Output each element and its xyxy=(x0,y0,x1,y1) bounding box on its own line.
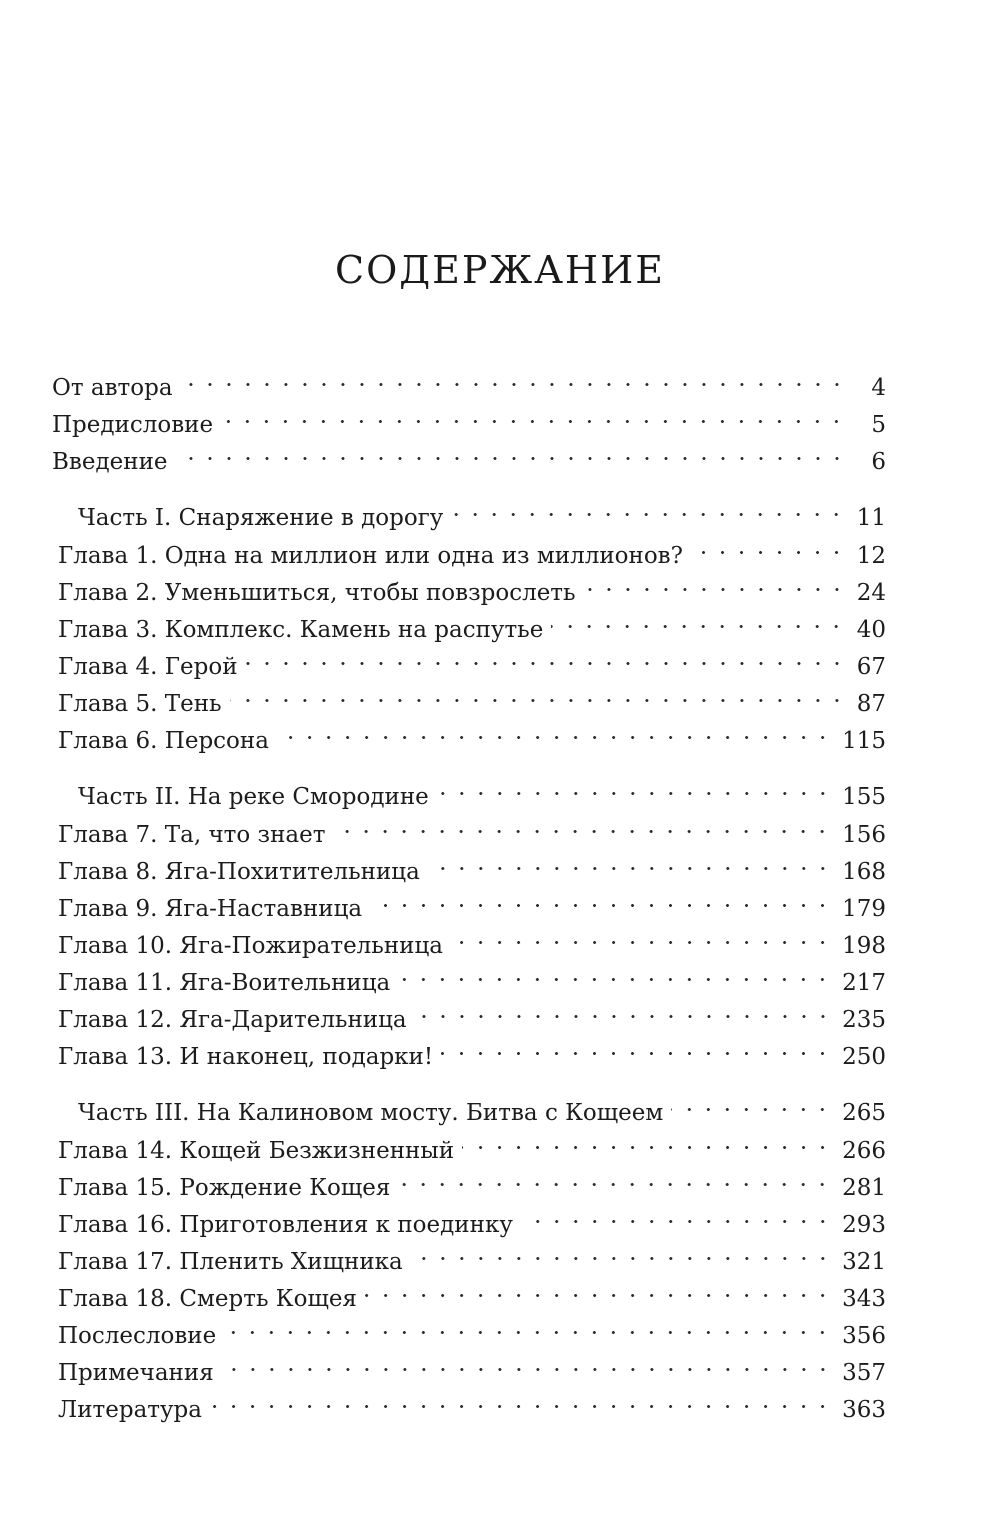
dot-leader xyxy=(176,432,846,469)
dot-leader xyxy=(521,1195,832,1232)
toc-chapter-page: 293 xyxy=(842,1212,886,1238)
dot-leader xyxy=(415,990,832,1027)
page-title: СОДЕРЖАНИЕ xyxy=(335,248,665,292)
toc-chapter-page: 156 xyxy=(842,822,886,848)
toc-entry-page: 363 xyxy=(842,1397,886,1423)
toc-chapter-label: Глава 10. Яга-Пожирательница xyxy=(58,933,443,959)
toc-chapter-page: 40 xyxy=(856,617,886,643)
toc-part-label: Часть III. На Калиновом мосту. Битва с Кощеем xyxy=(78,1100,664,1126)
dot-leader xyxy=(411,1232,832,1269)
dot-leader xyxy=(462,1121,832,1158)
dot-leader xyxy=(691,526,846,563)
toc-entry-page: 6 xyxy=(871,449,886,475)
toc-chapter-label: Глава 6. Персона xyxy=(58,728,269,754)
dot-leader xyxy=(370,879,832,916)
toc-entry-label: Предисловие xyxy=(52,412,214,438)
toc-chapter-label: Глава 1. Одна на миллион или одна из миллионов? xyxy=(58,543,683,569)
dot-leader xyxy=(441,1027,832,1064)
dot-leader xyxy=(584,563,846,600)
toc-entry-label: Послесловие xyxy=(58,1323,217,1349)
dot-leader xyxy=(222,1343,832,1380)
toc-entry-page: 356 xyxy=(842,1323,886,1349)
toc-chapter-label: Глава 5. Тень xyxy=(58,691,222,717)
toc-part-label: Часть I. Снаряжение в дорогу xyxy=(78,505,444,531)
dot-leader xyxy=(365,1269,832,1306)
toc-chapter-label: Глава 9. Яга-Наставница xyxy=(58,896,363,922)
toc-chapter-page: 250 xyxy=(842,1044,886,1070)
toc-entry-page: 4 xyxy=(871,375,886,401)
toc-part-page: 11 xyxy=(856,505,886,531)
toc-entry-from-author[interactable] xyxy=(52,358,886,401)
toc-part-3[interactable] xyxy=(52,1083,886,1126)
dot-leader xyxy=(451,916,832,953)
toc-chapter-page: 87 xyxy=(856,691,886,717)
toc-chapter-label: Глава 13. И наконец, подарки! xyxy=(58,1044,434,1070)
toc-chapter-label: Глава 18. Смерть Кощея xyxy=(58,1286,357,1312)
toc-chapter-page: 67 xyxy=(856,654,886,680)
toc-entry-page: 5 xyxy=(871,412,886,438)
dot-leader xyxy=(230,674,846,711)
toc-chapter-label: Глава 15. Рождение Кощея xyxy=(58,1175,391,1201)
toc-chapter-page: 235 xyxy=(842,1007,886,1033)
dot-leader xyxy=(277,711,832,748)
dot-leader xyxy=(221,395,846,432)
dot-leader xyxy=(333,805,832,842)
toc-chapter-page: 179 xyxy=(842,896,886,922)
toc-chapter-label: Глава 12. Яга-Дарительница xyxy=(58,1007,407,1033)
table-of-contents xyxy=(52,358,886,1423)
toc-chapter-page: 24 xyxy=(856,580,886,606)
toc-chapter-label: Глава 7. Та, что знает xyxy=(58,822,326,848)
toc-chapter-page: 168 xyxy=(842,859,886,885)
dot-leader xyxy=(437,767,832,804)
dot-leader xyxy=(224,1306,832,1343)
toc-chapter-page: 198 xyxy=(842,933,886,959)
toc-chapter-page: 343 xyxy=(842,1286,886,1312)
toc-chapter-label: Глава 14. Кощей Безжизненный xyxy=(58,1138,455,1164)
dot-leader xyxy=(398,1158,832,1195)
toc-entry-label: От автора xyxy=(52,375,173,401)
toc-chapter-label: Глава 3. Комплекс. Камень на распутье xyxy=(58,617,544,643)
toc-entry-foreword[interactable] xyxy=(52,395,886,438)
toc-chapter-label: Глава 4. Герой xyxy=(58,654,238,680)
toc-entry-label: Введение xyxy=(52,449,168,475)
toc-chapter-label: Глава 16. Приготовления к поединку xyxy=(58,1212,513,1238)
dot-leader xyxy=(210,1380,832,1417)
toc-chapter-label: Глава 2. Уменьшиться, чтобы повзрослеть xyxy=(58,580,576,606)
toc-part-label: Часть II. На реке Смородине xyxy=(78,784,429,810)
dot-leader xyxy=(428,842,832,879)
toc-chapter-label: Глава 17. Пленить Хищника xyxy=(58,1249,403,1275)
toc-chapter-page: 321 xyxy=(842,1249,886,1275)
toc-part-page: 265 xyxy=(842,1100,886,1126)
toc-chapter-label: Глава 11. Яга-Воительница xyxy=(58,970,391,996)
toc-part-page: 155 xyxy=(842,784,886,810)
toc-entry-label: Литература xyxy=(58,1397,202,1423)
toc-chapter-page: 12 xyxy=(856,543,886,569)
toc-chapter-page: 266 xyxy=(842,1138,886,1164)
toc-entry-introduction[interactable] xyxy=(52,432,886,475)
toc-part-2[interactable] xyxy=(52,767,886,810)
dot-leader xyxy=(551,600,846,637)
toc-chapter-page: 115 xyxy=(842,728,886,754)
dot-leader xyxy=(246,637,846,674)
toc-entry-label: Примечания xyxy=(58,1360,214,1386)
toc-chapter-label: Глава 8. Яга-Похитительница xyxy=(58,859,420,885)
toc-chapter-page: 217 xyxy=(842,970,886,996)
dot-leader xyxy=(451,488,846,525)
dot-leader xyxy=(398,953,832,990)
toc-entry-page: 357 xyxy=(842,1360,886,1386)
dot-leader xyxy=(671,1083,832,1120)
toc-chapter-page: 281 xyxy=(842,1175,886,1201)
dot-leader xyxy=(181,358,846,395)
toc-part-1[interactable] xyxy=(52,488,886,531)
